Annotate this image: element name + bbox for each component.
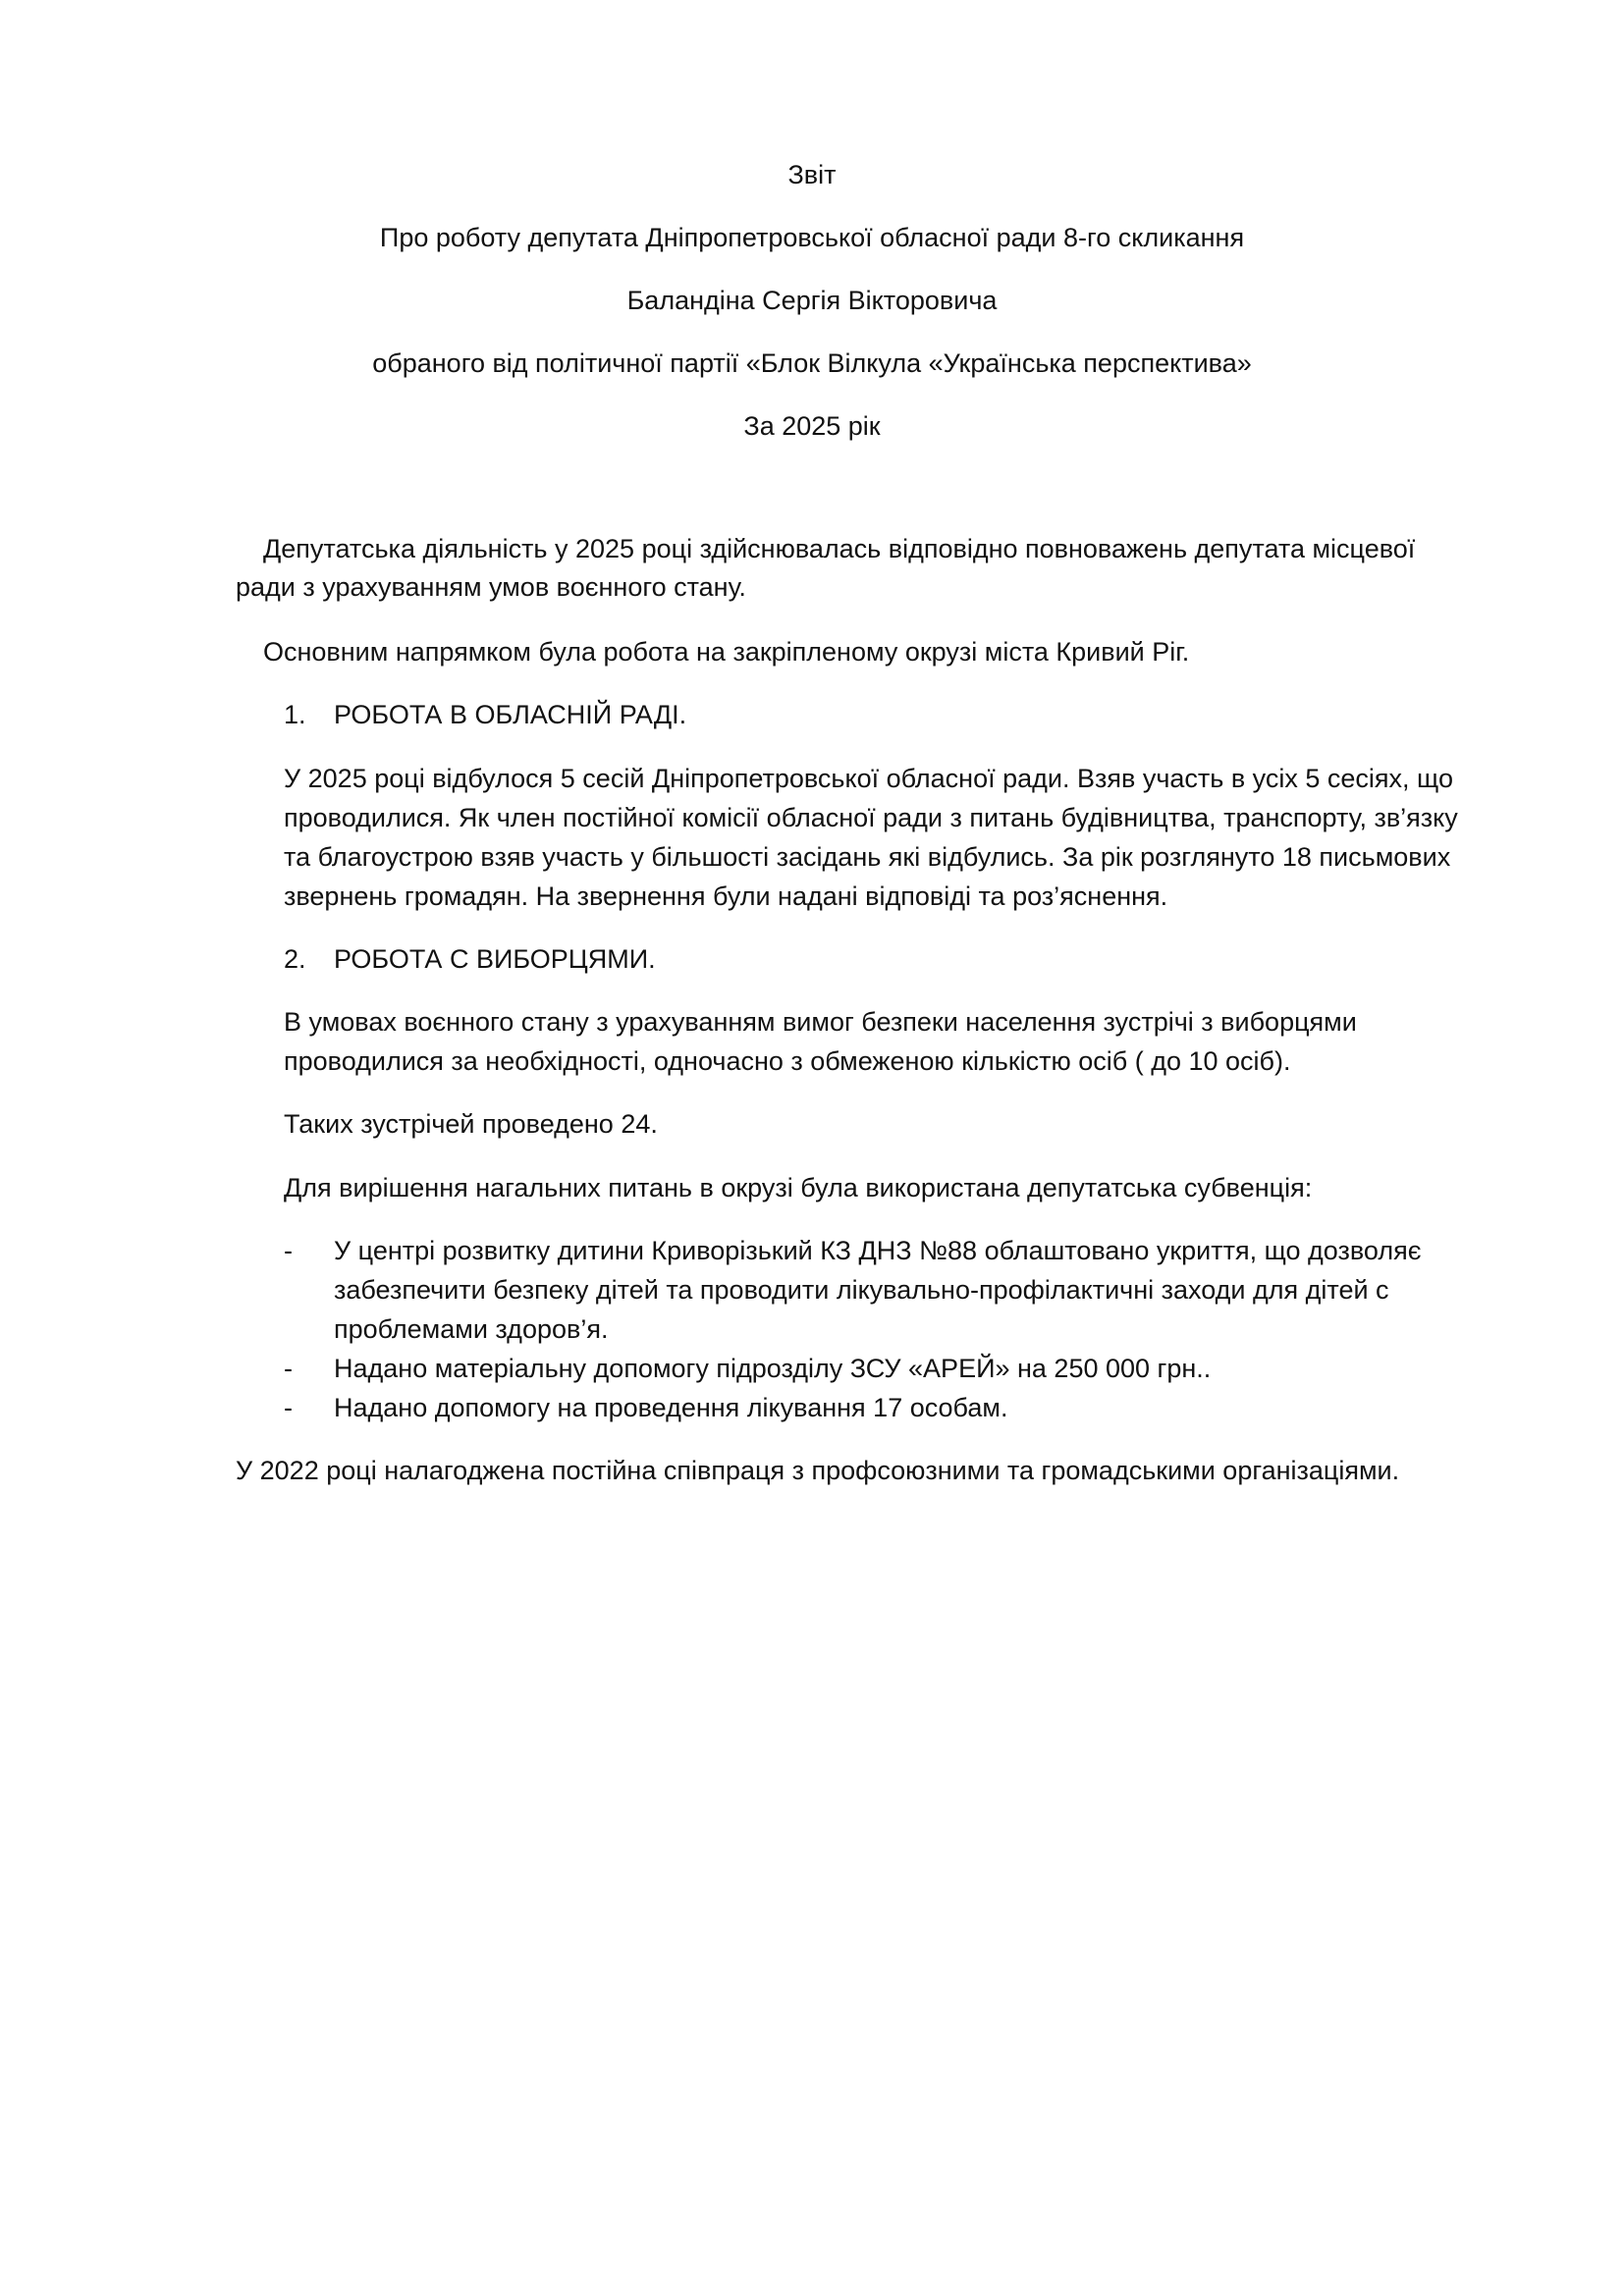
section-1-heading: РОБОТА В ОБЛАСНІЙ РАДІ. (334, 700, 687, 729)
report-year: За 2025 рік (743, 411, 881, 441)
section-2-paragraph-line: проводилися за необхідності, одночасно з обмеженою кількістю осіб ( до 10 осіб). (284, 1046, 1291, 1076)
section-2-number: 2. (284, 944, 306, 974)
section-1-line: проводилися. Як член постійної комісії обласної ради з питань будівництва, транспорту, зв’язку (284, 803, 1458, 832)
intro-paragraph-line-1: Депутатська діяльність у 2025 році здійснювалась відповідно повноважень депутата місцевої (263, 534, 1416, 563)
intro-paragraph-line-2: ради з урахуванням умов воєнного стану. (236, 572, 746, 602)
section-2-paragraph-line: В умовах воєнного стану з урахуванням вимог безпеки населення зустрічі з виборцями (284, 1007, 1357, 1037)
section-1-line: У 2025 році відбулося 5 сесій Дніпропетровської обласної ради. Взяв участь в усіх 5 сесіях, що (284, 764, 1453, 793)
report-subtitle: Про роботу депутата Дніпропетровської обласної ради 8-го скликання (379, 223, 1245, 252)
bullet-1-line: забезпечити безпеку дітей та проводити лікувально-профілактичні заходи для дітей с (334, 1275, 1389, 1305)
bullet-1-line: проблемами здоров’я. (334, 1314, 609, 1344)
bullet-3-line: Надано допомогу на проведення лікування 17 особам. (334, 1393, 1008, 1422)
closing-paragraph: У 2022 році налагоджена постійна співпраця з профсоюзними та громадськими організаціями. (236, 1456, 1400, 1485)
meetings-count-text: Таких зустрічей проведено 24. (284, 1109, 658, 1139)
bullet-1-line: У центрі розвитку дитини Криворізький КЗ ДНЗ №88 облаштовано укриття, що дозволяє (334, 1236, 1422, 1265)
section-2-heading: РОБОТА С ВИБОРЦЯМИ. (334, 944, 656, 974)
intro-paragraph-2: Основним напрямком була робота на закріпленому окрузі міста Кривий Ріг. (263, 637, 1190, 667)
party-line: обраного від політичної партії «Блок Вілкула «Українська перспектива» (372, 348, 1252, 378)
bullet-marker: - (284, 1354, 293, 1383)
section-1-line: звернень громадян. На звернення були надані відповіді та роз’яснення. (284, 881, 1168, 911)
section-1-number: 1. (284, 700, 306, 729)
bullet-marker: - (284, 1393, 293, 1422)
subvention-intro: Для вирішення нагальних питань в окрузі була використана депутатська субвенція: (284, 1173, 1313, 1202)
deputy-name: Баландіна Сергія Вікторовича (626, 286, 998, 315)
bullet-2-line: Надано матеріальну допомогу підрозділу ЗСУ «АРЕЙ» на 250 000 грн.. (334, 1354, 1212, 1383)
report-title: Звіт (787, 160, 837, 189)
bullet-marker: - (284, 1236, 293, 1265)
section-1-line: та благоустрою взяв участь у більшості засідань які відбулись. За рік розглянуто 18 письмових (284, 842, 1451, 872)
